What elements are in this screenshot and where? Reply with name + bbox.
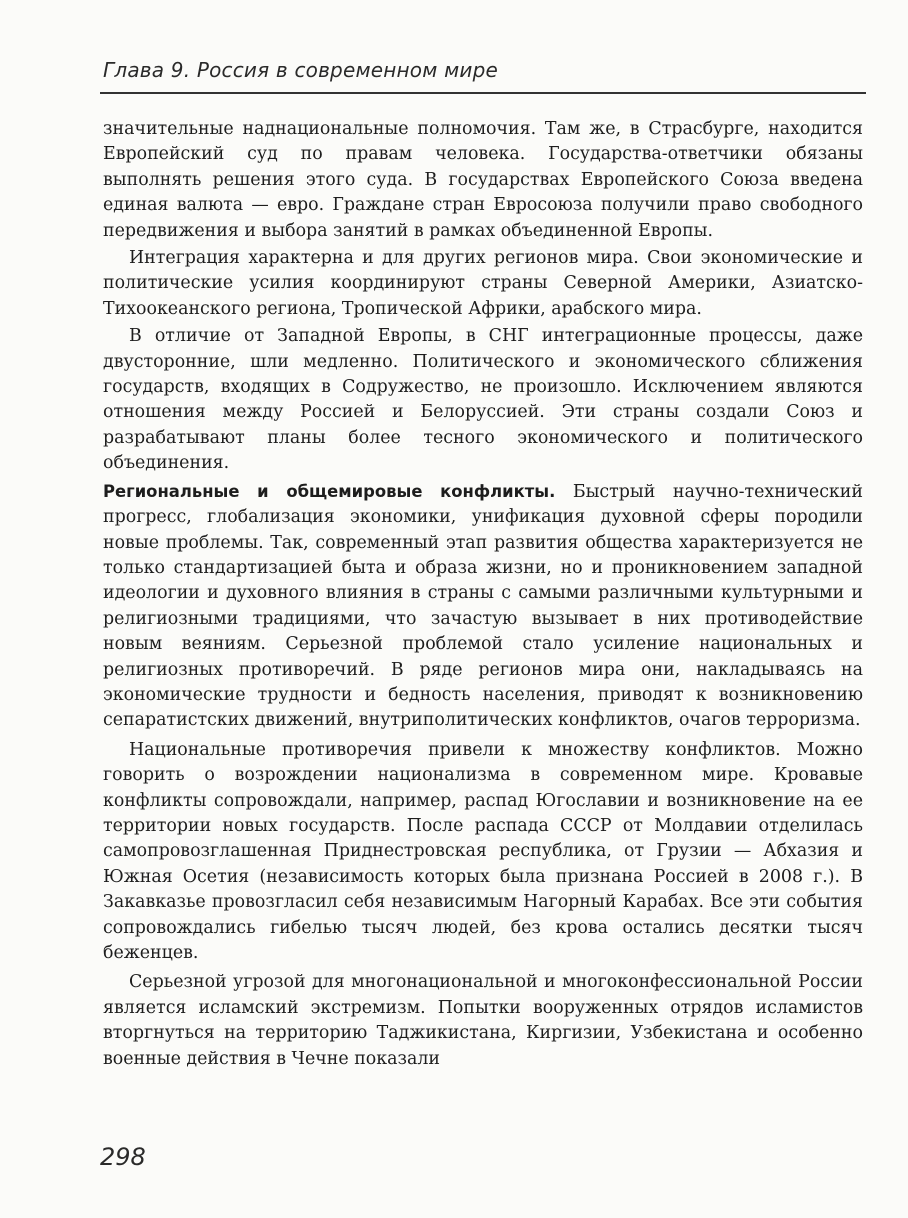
paragraph-conflicts <box>103 479 863 734</box>
paragraph-conflicts-text: Быстрый научно-технический прогресс, глобализация экономики, унификация духовной сферы породили новые проблемы. Так, современный этап развития общества характеризуется не только стандартизацией быта и образа жизни, но и проникновением западной идеологии и духовного влияния в страны с самыми различными культурными и религиозными традициями, что зачастую вызывает в них противодействие новым веяниям. Серьезной проблемой стало усиление национальных и религиозных противоречий. В ряде регионов мира они, накладываясь на экономические трудности и бедность населения, приводят к возникновению сепаратистских движений, внутриполитических конфликтов, очагов терроризма. <box>103 481 863 731</box>
header-rule <box>100 92 866 94</box>
section-heading: Региональные и общемировые конфликты. <box>103 481 556 501</box>
paragraph-extremism: Серьезной угрозой для многонациональной и многоконфессиональной России является исламский экстремизм. Попытки вооруженных отрядов исламистов вторгнуться на территорию Таджикистана, Киргизии, Узбекистана и особенно военные действия в Чечне показали <box>103 972 863 1069</box>
paragraph-integration: Интеграция характерна и для других регионов мира. Свои экономические и политические усилия координируют страны Северной Америки, Азиатско-Тихоокеанского региона, Тропической Африки, арабского мира. <box>103 248 863 319</box>
paragraph-national: Национальные противоречия привели к множеству конфликтов. Можно говорить о возрождении национализма в современном мире. Кровавые конфликты сопровождали, например, распад Югославии и возникновение на ее территории новых государств. После распада СССР от Молдавии отделилась самопровозглашенная Приднестровская республика, от Грузии — Абхазия и Южная Осетия (независимость которых была признана Россией в 2008 г.). В Закавказье провозгласил себя независимым Нагорный Карабах. Все эти события сопровождались гибелью тысяч людей, без крова остались десятки тысяч беженцев. <box>103 739 863 963</box>
page-number: 298 <box>100 1143 146 1171</box>
running-head: Глава 9. Россия в современном мире <box>103 58 498 82</box>
paragraph-cis: В отличие от Западной Европы, в СНГ интеграционные процессы, даже двусторонние, шли медленно. Политического и экономического сближения государств, входящих в Содружество, не произошло. Исключением являются отношения между Россией и Белоруссией. Эти страны создали Союз и разрабатывают планы более тесного экономического и политического объединения. <box>103 326 863 474</box>
body-text <box>103 117 863 1074</box>
paragraph-continuation: значительные наднациональные полномочия. Там же, в Страсбурге, находится Европейский суд по правам человека. Государства-ответчики обязаны выполнять решения этого суда. В государствах Европейского Союза введена единая валюта — евро. Граждане стран Евросоюза получили право свободного передвижения и выбора занятий в рамках объединенной Европы. <box>103 119 863 241</box>
